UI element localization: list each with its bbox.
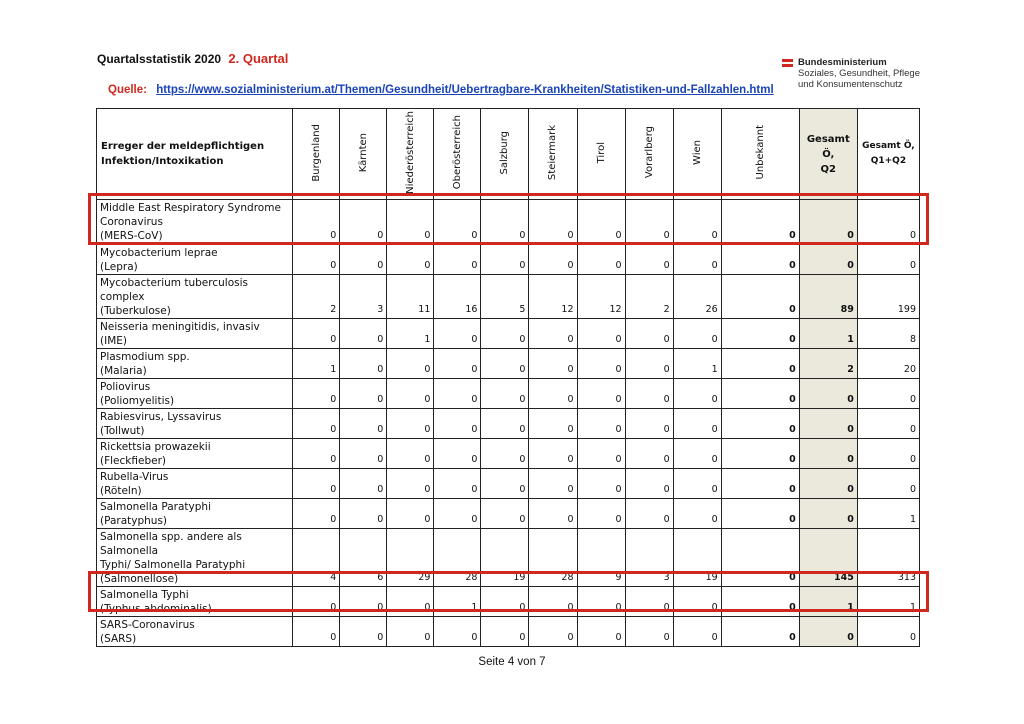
value-cell: 0 — [481, 409, 529, 439]
value-cell: 4 — [293, 529, 340, 587]
logo-line-1: Bundesministerium — [798, 57, 887, 68]
value-cell: 0 — [387, 439, 434, 469]
pathogen-name-cell — [97, 469, 293, 499]
value-cell: 0 — [434, 200, 481, 245]
total-q1q2-cell: 20 — [857, 349, 919, 379]
total-q2-cell: 0 — [799, 469, 857, 499]
pathogen-name-line: Salmonella spp. andere als Salmonella — [100, 531, 242, 557]
value-cell: 0 — [387, 349, 434, 379]
total-q1q2-cell: 0 — [857, 409, 919, 439]
value-cell: 0 — [577, 469, 625, 499]
pathogen-name-cell — [97, 319, 293, 349]
pathogen-name-cell — [97, 499, 293, 529]
total-q2-cell: 0 — [799, 617, 857, 647]
value-cell: 0 — [481, 379, 529, 409]
column-header-label: Tirol — [595, 141, 607, 164]
pathogen-name-line: (SARS) — [100, 633, 137, 645]
column-header-label: Kärnten — [357, 132, 369, 173]
column-header-region — [387, 109, 434, 200]
total-q2-cell: 1 — [799, 587, 857, 617]
value-cell: 0 — [625, 409, 673, 439]
value-cell: 0 — [577, 587, 625, 617]
total-q1q2-cell: 0 — [857, 200, 919, 245]
value-cell: 0 — [529, 349, 577, 379]
statistics-table — [96, 108, 920, 647]
value-cell: 0 — [387, 409, 434, 439]
pathogen-name-cell — [97, 379, 293, 409]
total-q1q2-cell: 1 — [857, 587, 919, 617]
value-cell: 0 — [293, 617, 340, 647]
pathogen-name-cell — [97, 349, 293, 379]
value-cell: 0 — [481, 349, 529, 379]
logo-line-3: und Konsumentenschutz — [798, 79, 903, 90]
total-q1q2-cell: 1 — [857, 499, 919, 529]
pathogen-header-line-1: Erreger der meldepflichtigen — [101, 141, 265, 152]
value-cell: 0 — [529, 409, 577, 439]
total-q1q2-cell: 8 — [857, 319, 919, 349]
table-row — [97, 379, 920, 409]
column-header-total-q2-line-2: Q2 — [820, 163, 837, 175]
total-q1q2-cell: 0 — [857, 245, 919, 275]
value-cell: 0 — [673, 439, 721, 469]
value-cell: 0 — [721, 409, 799, 439]
value-cell: 0 — [721, 245, 799, 275]
value-cell: 28 — [529, 529, 577, 587]
value-cell: 0 — [577, 245, 625, 275]
pathogen-name-line: Rubella-Virus — [100, 471, 169, 483]
value-cell: 0 — [673, 587, 721, 617]
table-row — [97, 439, 920, 469]
pathogen-name-line: Neisseria meningitidis, invasiv — [100, 321, 260, 333]
value-cell: 0 — [293, 469, 340, 499]
column-header-region — [721, 109, 799, 200]
value-cell: 0 — [673, 379, 721, 409]
value-cell: 0 — [625, 587, 673, 617]
pathogen-name-line: Mycobacterium leprae — [100, 247, 218, 259]
column-header-region — [340, 109, 387, 200]
value-cell: 0 — [434, 409, 481, 439]
value-cell: 0 — [721, 349, 799, 379]
column-header-label: Wien — [691, 140, 703, 165]
value-cell: 0 — [529, 200, 577, 245]
total-q2-cell: 1 — [799, 319, 857, 349]
column-header-region — [434, 109, 481, 200]
value-cell: 0 — [387, 200, 434, 245]
value-cell: 0 — [625, 617, 673, 647]
value-cell: 3 — [625, 529, 673, 587]
value-cell: 0 — [673, 319, 721, 349]
value-cell: 0 — [721, 499, 799, 529]
pathogen-name-line: (Röteln) — [100, 485, 142, 497]
value-cell: 0 — [529, 587, 577, 617]
column-header-region — [577, 109, 625, 200]
value-cell: 0 — [625, 200, 673, 245]
column-header-region — [529, 109, 577, 200]
value-cell: 0 — [577, 617, 625, 647]
value-cell: 0 — [721, 529, 799, 587]
pathogen-name-line: (Typhus abdominalis) — [100, 603, 212, 615]
column-header-label: Oberösterreich — [451, 115, 463, 190]
pathogen-name-line: (Fleckfieber) — [100, 455, 166, 467]
pathogen-name-cell — [97, 439, 293, 469]
value-cell: 0 — [340, 379, 387, 409]
pathogen-name-line: Middle East Respiratory Syndrome — [100, 202, 281, 214]
total-q2-cell: 0 — [799, 499, 857, 529]
value-cell: 6 — [340, 529, 387, 587]
value-cell: 1 — [387, 319, 434, 349]
table-header-row — [97, 109, 920, 200]
value-cell: 0 — [340, 439, 387, 469]
value-cell: 0 — [434, 469, 481, 499]
value-cell: 1 — [293, 349, 340, 379]
value-cell: 0 — [293, 245, 340, 275]
value-cell: 0 — [434, 245, 481, 275]
value-cell: 0 — [721, 439, 799, 469]
value-cell: 0 — [340, 245, 387, 275]
pathogen-name-line: (Malaria) — [100, 365, 147, 377]
pathogen-name-line: (Tollwut) — [100, 425, 145, 437]
value-cell: 0 — [625, 439, 673, 469]
column-header-total-q1q2-line-1: Gesamt Ö, — [862, 141, 915, 151]
value-cell: 0 — [721, 469, 799, 499]
column-header-pathogen — [97, 109, 293, 200]
value-cell: 12 — [577, 275, 625, 319]
pathogen-name-line: Coronavirus — [100, 216, 163, 228]
table-row — [97, 469, 920, 499]
value-cell: 0 — [340, 349, 387, 379]
value-cell: 0 — [625, 245, 673, 275]
column-header-total-q1q2 — [857, 109, 919, 200]
report-title — [97, 51, 288, 66]
value-cell: 0 — [293, 409, 340, 439]
value-cell: 0 — [293, 499, 340, 529]
pathogen-name-line: (IME) — [100, 335, 127, 347]
value-cell: 0 — [387, 587, 434, 617]
value-cell: 19 — [673, 529, 721, 587]
report-title-text: Quartalsstatistik 2020 — [97, 52, 222, 66]
value-cell: 0 — [481, 200, 529, 245]
value-cell: 29 — [387, 529, 434, 587]
value-cell: 0 — [721, 275, 799, 319]
value-cell: 2 — [293, 275, 340, 319]
value-cell: 0 — [721, 200, 799, 245]
value-cell: 0 — [387, 245, 434, 275]
value-cell: 0 — [340, 499, 387, 529]
value-cell: 0 — [481, 319, 529, 349]
total-q2-cell: 0 — [799, 409, 857, 439]
column-header-total-q2-line-1: Gesamt Ö, — [806, 133, 850, 160]
value-cell: 0 — [293, 439, 340, 469]
value-cell: 0 — [577, 409, 625, 439]
value-cell: 19 — [481, 529, 529, 587]
column-header-label: Steiermark — [547, 124, 559, 181]
value-cell: 0 — [481, 499, 529, 529]
column-header-label: Burgenland — [310, 123, 322, 182]
value-cell: 0 — [529, 319, 577, 349]
value-cell: 0 — [340, 587, 387, 617]
column-header-region — [673, 109, 721, 200]
source-line — [108, 84, 774, 96]
value-cell: 0 — [673, 469, 721, 499]
pathogen-name-line: Mycobacterium tuberculosis complex — [100, 277, 248, 303]
pathogen-name-cell — [97, 409, 293, 439]
value-cell: 0 — [387, 617, 434, 647]
total-q1q2-cell: 199 — [857, 275, 919, 319]
value-cell: 0 — [625, 349, 673, 379]
total-q2-cell: 0 — [799, 379, 857, 409]
pathogen-name-line: (Poliomyelitis) — [100, 395, 175, 407]
total-q2-cell: 2 — [799, 349, 857, 379]
value-cell: 16 — [434, 275, 481, 319]
total-q1q2-cell: 0 — [857, 617, 919, 647]
value-cell: 26 — [673, 275, 721, 319]
table-row — [97, 319, 920, 349]
value-cell: 0 — [387, 379, 434, 409]
value-cell: 0 — [293, 200, 340, 245]
pathogen-name-line: Poliovirus — [100, 381, 151, 393]
value-cell: 0 — [673, 245, 721, 275]
pathogen-name-line: Salmonella Typhi — [100, 589, 189, 601]
column-header-label: Niederösterreich — [404, 111, 416, 194]
value-cell: 0 — [577, 499, 625, 529]
value-cell: 0 — [434, 617, 481, 647]
value-cell: 5 — [481, 275, 529, 319]
value-cell: 0 — [721, 379, 799, 409]
column-header-region — [481, 109, 529, 200]
column-header-region — [293, 109, 340, 200]
value-cell: 0 — [673, 200, 721, 245]
value-cell: 12 — [529, 275, 577, 319]
table-row — [97, 245, 920, 275]
value-cell: 0 — [673, 409, 721, 439]
pathogen-header-line-2: Infektion/Intoxikation — [101, 156, 224, 167]
value-cell: 0 — [434, 439, 481, 469]
value-cell: 0 — [434, 499, 481, 529]
pathogen-name-line: (Lepra) — [100, 261, 138, 273]
pathogen-name-line: Typhi/ Salmonella Paratyphi — [100, 559, 246, 571]
pathogen-name-cell — [97, 245, 293, 275]
value-cell: 0 — [293, 587, 340, 617]
source-link[interactable]: https://www.sozialministerium.at/Themen/Gesundheit/Uebertragbare-Krankheiten/Statistiken-und-Fallzahlen.html — [156, 84, 774, 96]
value-cell: 3 — [340, 275, 387, 319]
highlight-box-mers — [88, 193, 929, 245]
value-cell: 0 — [481, 439, 529, 469]
table-row — [97, 499, 920, 529]
quarter-label: 2. Quartal — [228, 51, 289, 66]
page-footer: Seite 4 von 7 — [478, 656, 546, 668]
value-cell: 1 — [673, 349, 721, 379]
value-cell: 0 — [529, 379, 577, 409]
value-cell: 0 — [293, 379, 340, 409]
value-cell: 0 — [625, 379, 673, 409]
value-cell: 0 — [340, 409, 387, 439]
value-cell: 0 — [434, 319, 481, 349]
value-cell: 0 — [529, 439, 577, 469]
pathogen-name-line: Rabiesvirus, Lyssavirus — [100, 411, 222, 423]
value-cell: 0 — [434, 379, 481, 409]
value-cell: 28 — [434, 529, 481, 587]
total-q2-cell: 0 — [799, 200, 857, 245]
value-cell: 0 — [673, 617, 721, 647]
value-cell: 0 — [387, 469, 434, 499]
table-row — [97, 349, 920, 379]
pathogen-name-line: SARS-Coronavirus — [100, 619, 195, 631]
pathogen-name-line: (Paratyphus) — [100, 515, 168, 527]
value-cell: 0 — [577, 319, 625, 349]
pathogen-name-line: (Salmonellose) — [100, 573, 179, 585]
value-cell: 0 — [625, 469, 673, 499]
total-q2-cell: 0 — [799, 439, 857, 469]
value-cell: 0 — [721, 587, 799, 617]
pathogen-name-line: Plasmodium spp. — [100, 351, 190, 363]
total-q2-cell: 0 — [799, 245, 857, 275]
logo-line-2: Soziales, Gesundheit, Pflege — [798, 68, 920, 79]
column-header-total-q1q2-line-2: Q1+Q2 — [870, 156, 907, 166]
value-cell: 0 — [577, 200, 625, 245]
value-cell: 0 — [673, 499, 721, 529]
column-header-total-q2 — [799, 109, 857, 200]
value-cell: 1 — [434, 587, 481, 617]
value-cell: 0 — [721, 319, 799, 349]
pathogen-name-line: Salmonella Paratyphi — [100, 501, 212, 513]
value-cell: 0 — [577, 379, 625, 409]
total-q2-cell: 89 — [799, 275, 857, 319]
pathogen-name-cell — [97, 275, 293, 319]
pathogen-name-cell — [97, 617, 293, 647]
value-cell: 0 — [340, 469, 387, 499]
value-cell: 0 — [625, 319, 673, 349]
value-cell: 0 — [340, 319, 387, 349]
value-cell: 0 — [340, 200, 387, 245]
value-cell: 0 — [577, 439, 625, 469]
total-q1q2-cell: 0 — [857, 379, 919, 409]
column-header-label: Salzburg — [499, 130, 511, 175]
column-header-label: Vorarlberg — [643, 126, 655, 179]
total-q2-cell: 145 — [799, 529, 857, 587]
table-row — [97, 409, 920, 439]
value-cell: 0 — [577, 349, 625, 379]
value-cell: 0 — [340, 617, 387, 647]
pathogen-name-line: Rickettsia prowazekii — [100, 441, 211, 453]
value-cell: 11 — [387, 275, 434, 319]
value-cell: 0 — [721, 617, 799, 647]
value-cell: 0 — [481, 587, 529, 617]
value-cell: 0 — [625, 499, 673, 529]
value-cell: 2 — [625, 275, 673, 319]
value-cell: 0 — [529, 617, 577, 647]
total-q1q2-cell: 0 — [857, 469, 919, 499]
value-cell: 0 — [481, 617, 529, 647]
value-cell: 0 — [293, 319, 340, 349]
value-cell: 0 — [481, 245, 529, 275]
total-q1q2-cell: 0 — [857, 439, 919, 469]
source-label: Quelle: — [108, 84, 147, 96]
pathogen-name-line: (Tuberkulose) — [100, 305, 171, 317]
table-row — [97, 617, 920, 647]
table-row — [97, 275, 920, 319]
value-cell: 0 — [529, 469, 577, 499]
value-cell: 0 — [529, 245, 577, 275]
value-cell: 0 — [529, 499, 577, 529]
column-header-region — [625, 109, 673, 200]
value-cell: 0 — [481, 469, 529, 499]
column-header-label: Unbekannt — [754, 125, 766, 180]
austrian-flag-icon — [782, 59, 793, 67]
highlight-box-sars — [88, 571, 929, 612]
pathogen-name-line: (MERS-CoV) — [100, 230, 163, 242]
value-cell: 0 — [387, 499, 434, 529]
total-q1q2-cell: 313 — [857, 529, 919, 587]
value-cell: 0 — [434, 349, 481, 379]
value-cell: 9 — [577, 529, 625, 587]
